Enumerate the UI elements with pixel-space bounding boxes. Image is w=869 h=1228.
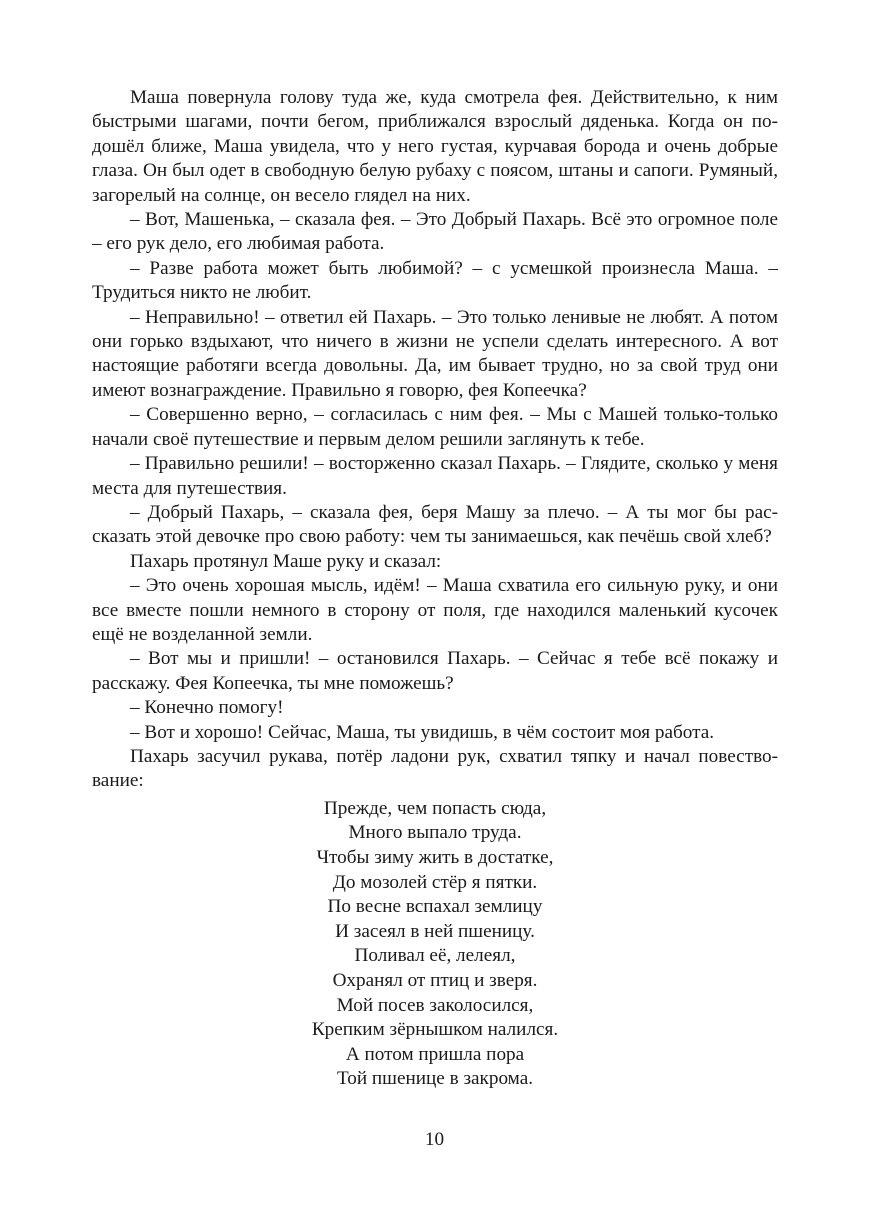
poem-line: Чтобы зиму жить в достатке, (316, 846, 554, 868)
poem-line: А потом пришла пора (345, 1043, 525, 1065)
paragraph: Пахарь протянул Маше руку и сказал: (130, 550, 442, 572)
paragraph: – Неправильно! – ответил ей Пахарь. – Это только ленивые не любят. А потом они горько вздыхают, что ничего в жизни не успели сделать интересного. А вот настоящие работяги всегда довольны. Да, им бывает трудно, но за свой труд они имеют вознаграждение. Правильно я говорю, фея Копеечка? (92, 306, 778, 401)
poem-line: По весне вспахал землицу (327, 896, 543, 918)
paragraph: – Добрый Пахарь, – сказала фея, беря Машу за плечо. – А ты мог бы рассказать этой девочке про свою работу: чем ты занимаешься, как печёшь свой хлеб? (92, 501, 778, 548)
paragraph: – Разве работа может быть любимой? – с усмешкой произнесла Маша. – Трудиться никто не любит. (92, 257, 778, 304)
paragraph: – Вот и хорошо! Сейчас, Маша, ты увидишь, в чём состоит моя работа. (130, 721, 715, 743)
poem-line: До мозолей стёр я пятки. (332, 871, 538, 893)
paragraph: Пахарь засучил рукава, потёр ладони рук, схватил тяпку и начал повествование: (92, 745, 778, 792)
paragraph: – Это очень хорошая мысль, идём! – Маша схватила его сильную руку, и они все вместе пошли немного в сторону от поля, где находился маленький кусочек ещё не возделанной земли. (92, 575, 778, 645)
poem-line: Поливал её, лелеял, (354, 945, 516, 967)
poem-line: Мой посев заколосился, (336, 994, 534, 1016)
paragraph: – Совершенно верно, – согласилась с ним фея. – Мы с Машей только-только начали своё путешествие и первым делом решили заглянуть к тебе. (92, 404, 778, 450)
poem-line: Охранял от птиц и зверя. (332, 969, 538, 991)
paragraph: – Конечно помогу! (130, 697, 284, 719)
poem-line: Той пшенице в закрома. (336, 1068, 534, 1090)
poem-line: Прежде, чем попасть сюда, (323, 797, 547, 819)
poem (92, 797, 778, 1092)
paragraph: Маша повернула голову туда же, куда смотрела фея. Действительно, к ним быстрыми шагами, почти бегом, приближался взрослый дяденька. Когда он подошёл ближе, Маша увидела, что у него густая, курчавая борода и очень добрые глаза. Он был одет в свободную белую рубаху с поясом, штаны и сапоги. Румяный, загорелый на солнце, он весело глядел на них. (92, 87, 778, 206)
page-body (92, 86, 778, 1092)
poem-line: И засеял в ней пшеницу. (335, 920, 535, 942)
paragraph: – Правильно решили! – восторженно сказал Пахарь. – Глядите, сколько у меня места для путешествия. (92, 453, 778, 499)
page-number: 10 (424, 1129, 445, 1150)
poem-line: Много выпало труда. (348, 822, 522, 844)
paragraph: – Вот, Машенька, – сказала фея. – Это Добрый Пахарь. Всё это огромное поле – его рук дело, его любимая работа. (92, 209, 778, 255)
poem-line: Крепким зёрнышком налился. (311, 1019, 559, 1041)
paragraph: – Вот мы и пришли! – остановился Пахарь. – Сейчас я тебе всё покажу и расскажу. Фея Копеечка, ты мне поможешь? (92, 648, 778, 694)
